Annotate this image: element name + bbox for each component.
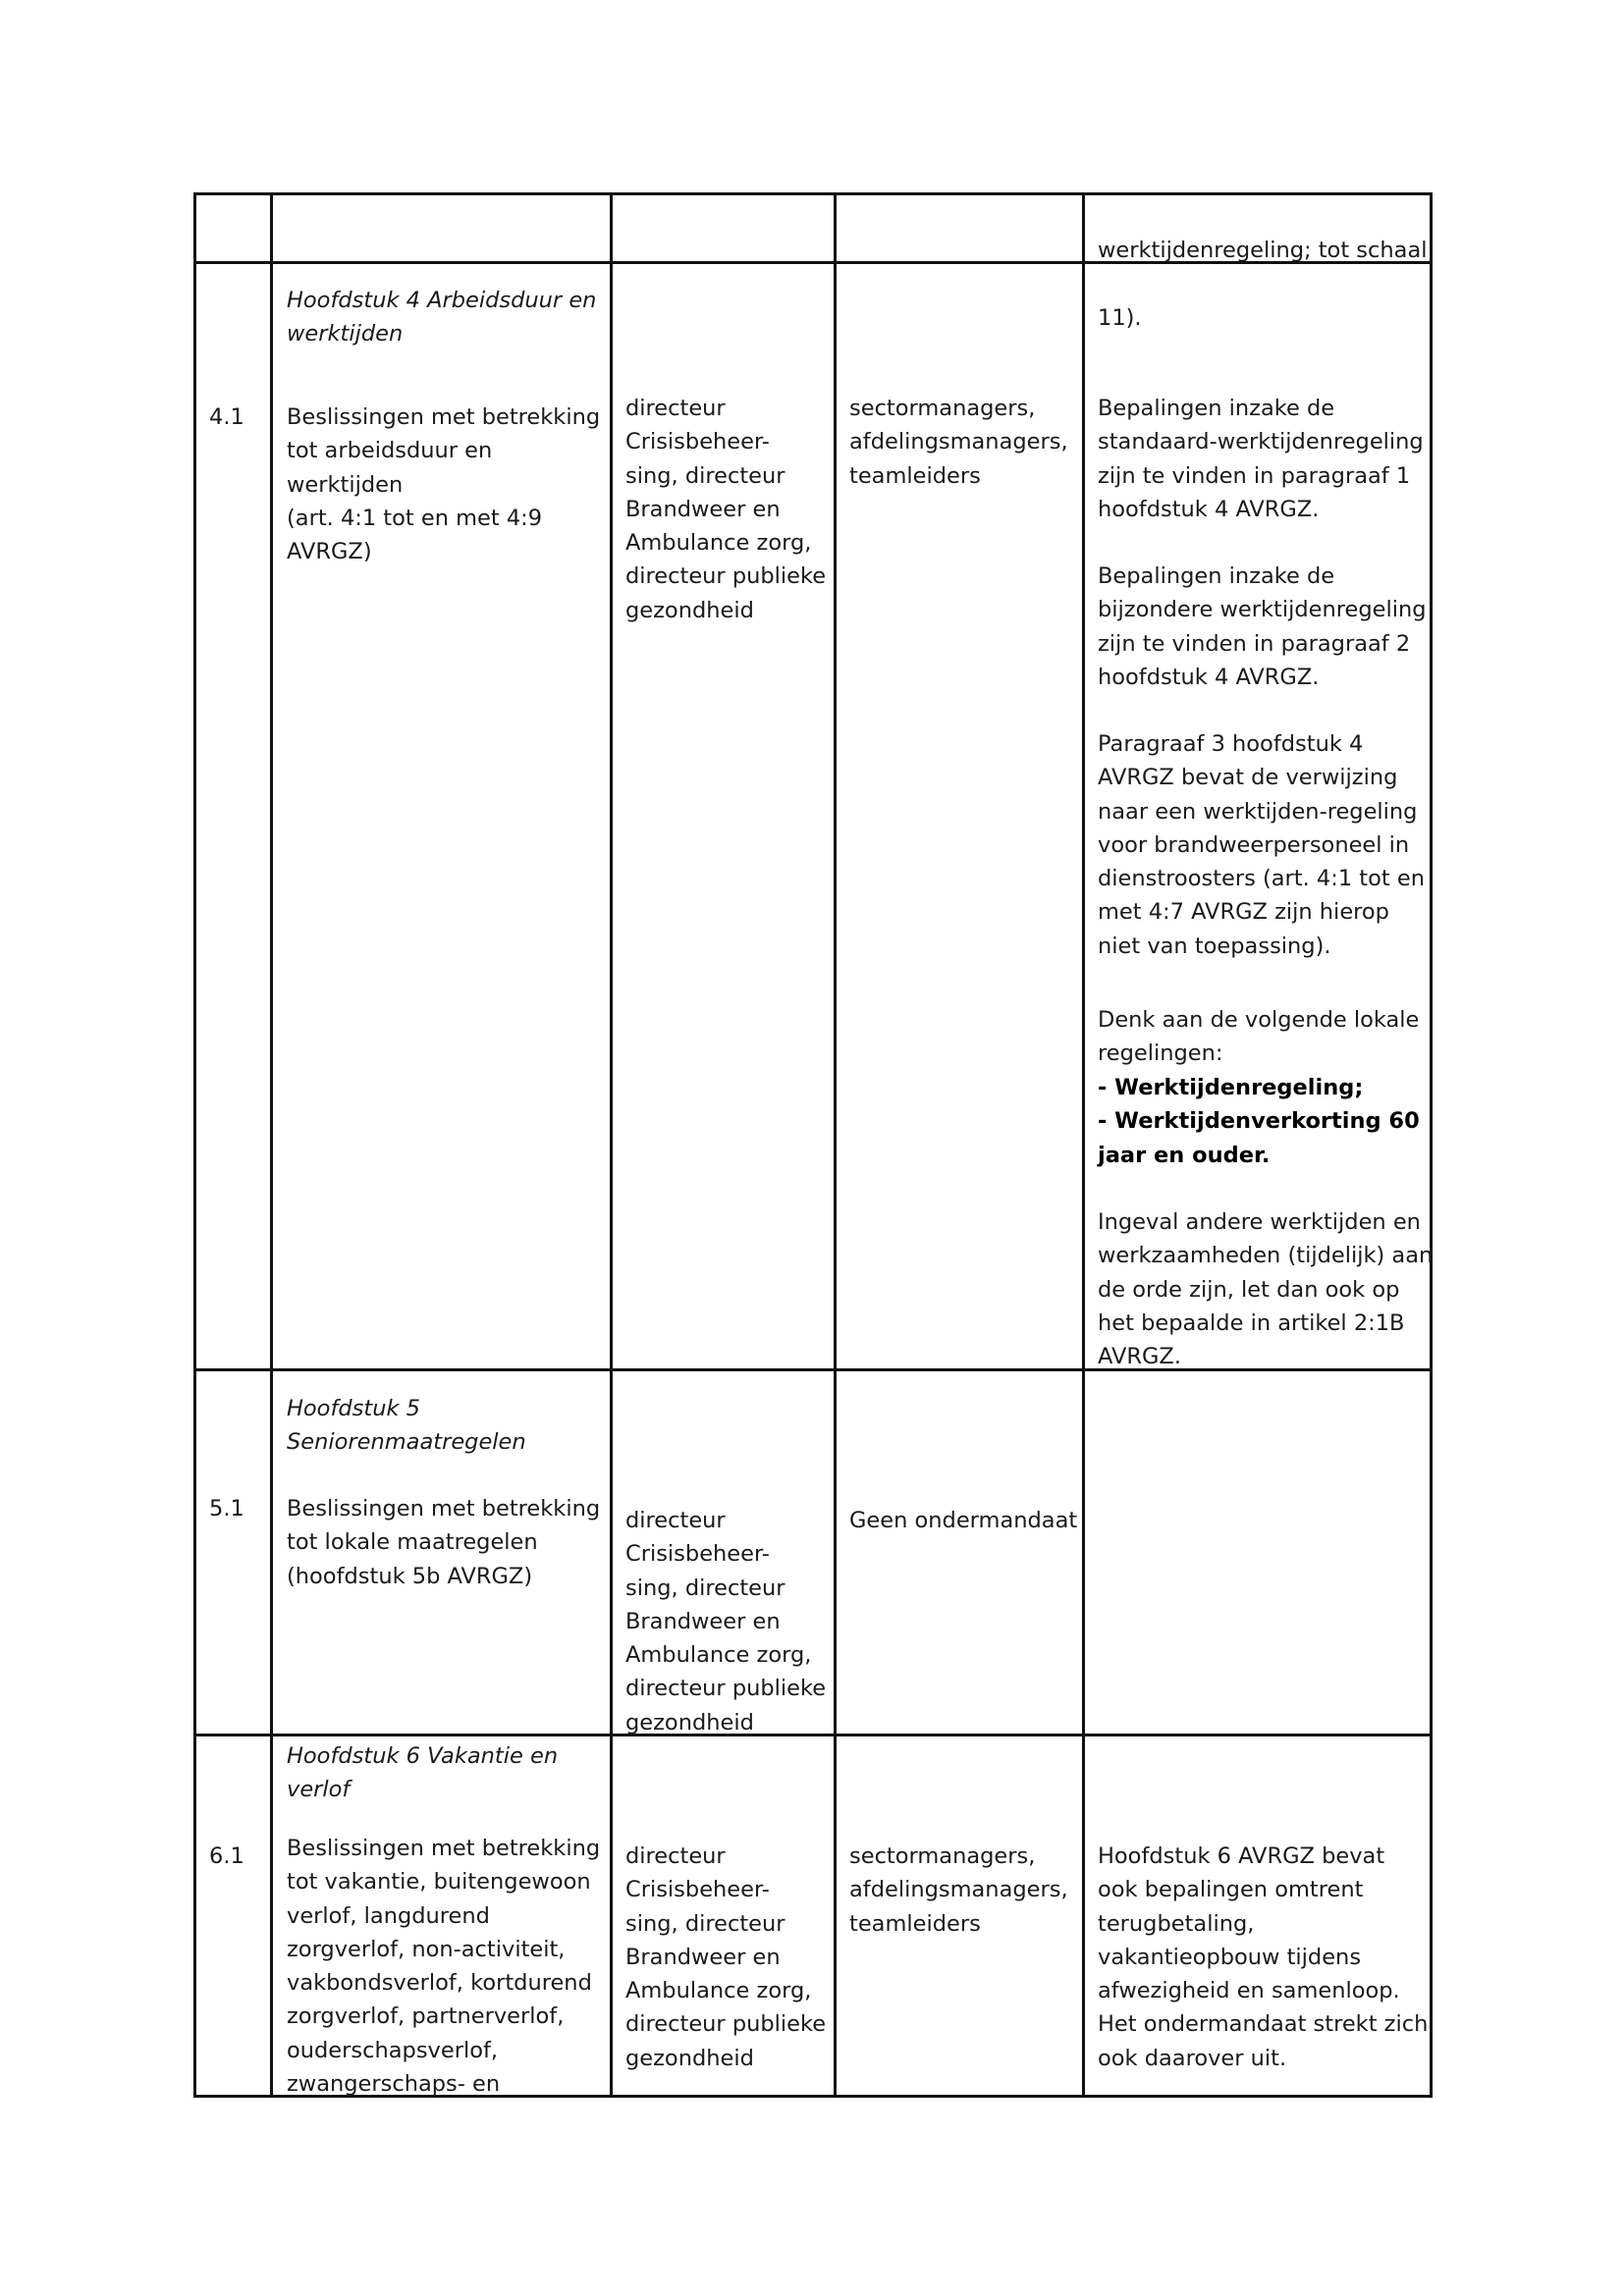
remarks-paragraph: Paragraaf 3 hoofdstuk 4 AVRGZ bevat de verwijzing naar een werktijden-regeling voor brandweerpersoneel in dienstroosters (art. 4:1 tot en met 4:7 AVRGZ zijn hierop niet van toepassing).	[1098, 731, 1425, 959]
submandate-cell: sectormanagers, afdelingsmanagers, teamleiders	[849, 396, 1068, 489]
subject-cell: Beslissingen met betrekking tot arbeidsduur en werktijden (art. 4:1 tot en met 4:9 AVRGZ)	[287, 404, 601, 565]
local-regulations-list: - Werktijdenregeling; - Werktijdenverkorting 60 jaar en ouder.	[1098, 1075, 1420, 1168]
remarks-cell: Hoofdstuk 6 AVRGZ bevat ook bepalingen omtrent terugbetaling, vakantieopbouw tijdens afwezigheid en samenloop. Het ondermandaat strekt zich ook daarover uit.	[1098, 1843, 1429, 2071]
mandate-cell: directeur Crisisbeheer- sing, directeur Brandweer en Ambulance zorg, directeur publieke gezondheid	[625, 1843, 827, 2071]
table-rule	[1082, 192, 1085, 2098]
table-rule	[193, 192, 1433, 195]
table-rule	[1430, 192, 1433, 2098]
mandate-cell: directeur Crisisbeheer- sing, directeur Brandweer en Ambulance zorg, directeur publieke gezondheid	[625, 1508, 827, 1735]
section-heading: Hoofdstuk 6 Vakantie en verlof	[287, 1743, 559, 1803]
section-heading: Hoofdstuk 4 Arbeidsduur en werktijden	[287, 288, 597, 347]
mandate-cell: directeur Crisisbeheer- sing, directeur Brandweer en Ambulance zorg, directeur publieke gezondheid	[625, 396, 827, 623]
table-rule	[270, 192, 273, 2098]
subject-cell: Beslissingen met betrekking tot vakantie, buitengewoon verlof, langdurend zorgverlof, non-activiteit, vakbondsverlof, kortdurend zorgverlof, partnerverlof, ouderschapsverlof, zwangerschaps- en	[287, 1836, 601, 2098]
table-rule	[193, 192, 196, 2098]
remarks-cell	[1098, 200, 1427, 335]
remarks-line: werktijdenregeling; tot schaal	[1098, 238, 1428, 264]
subject-cell: Beslissingen met betrekking tot lokale maatregelen (hoofdstuk 5b AVRGZ)	[287, 1496, 601, 1589]
row-number: 4.1	[209, 404, 244, 430]
table-rule	[834, 192, 837, 2098]
remarks-line: 11).	[1098, 304, 1142, 331]
remarks-paragraph: Bepalingen inzake de standaard-werktijdenregeling zijn te vinden in paragraaf 1 hoofdstuk 4 AVRGZ.	[1098, 396, 1424, 522]
row-number: 6.1	[209, 1843, 244, 1869]
submandate-cell: sectormanagers, afdelingsmanagers, teamleiders	[849, 1843, 1068, 1937]
remarks-paragraph: Ingeval andere werktijden en werkzaamheden (tijdelijk) aan de orde zijn, let dan ook op het bepaalde in artikel 2:1B AVRGZ.	[1098, 1209, 1434, 1370]
row-number: 5.1	[209, 1496, 244, 1522]
table-rule	[610, 192, 613, 2098]
remarks-paragraph: Bepalingen inzake de bijzondere werktijdenregeling zijn te vinden in paragraaf 2 hoofdstuk 4 AVRGZ.	[1098, 563, 1427, 690]
remarks-paragraph: Denk aan de volgende lokale regelingen:	[1098, 1007, 1420, 1067]
section-heading: Hoofdstuk 5 Seniorenmaatregelen	[287, 1396, 526, 1456]
submandate-cell: Geen ondermandaat	[849, 1508, 1078, 1533]
